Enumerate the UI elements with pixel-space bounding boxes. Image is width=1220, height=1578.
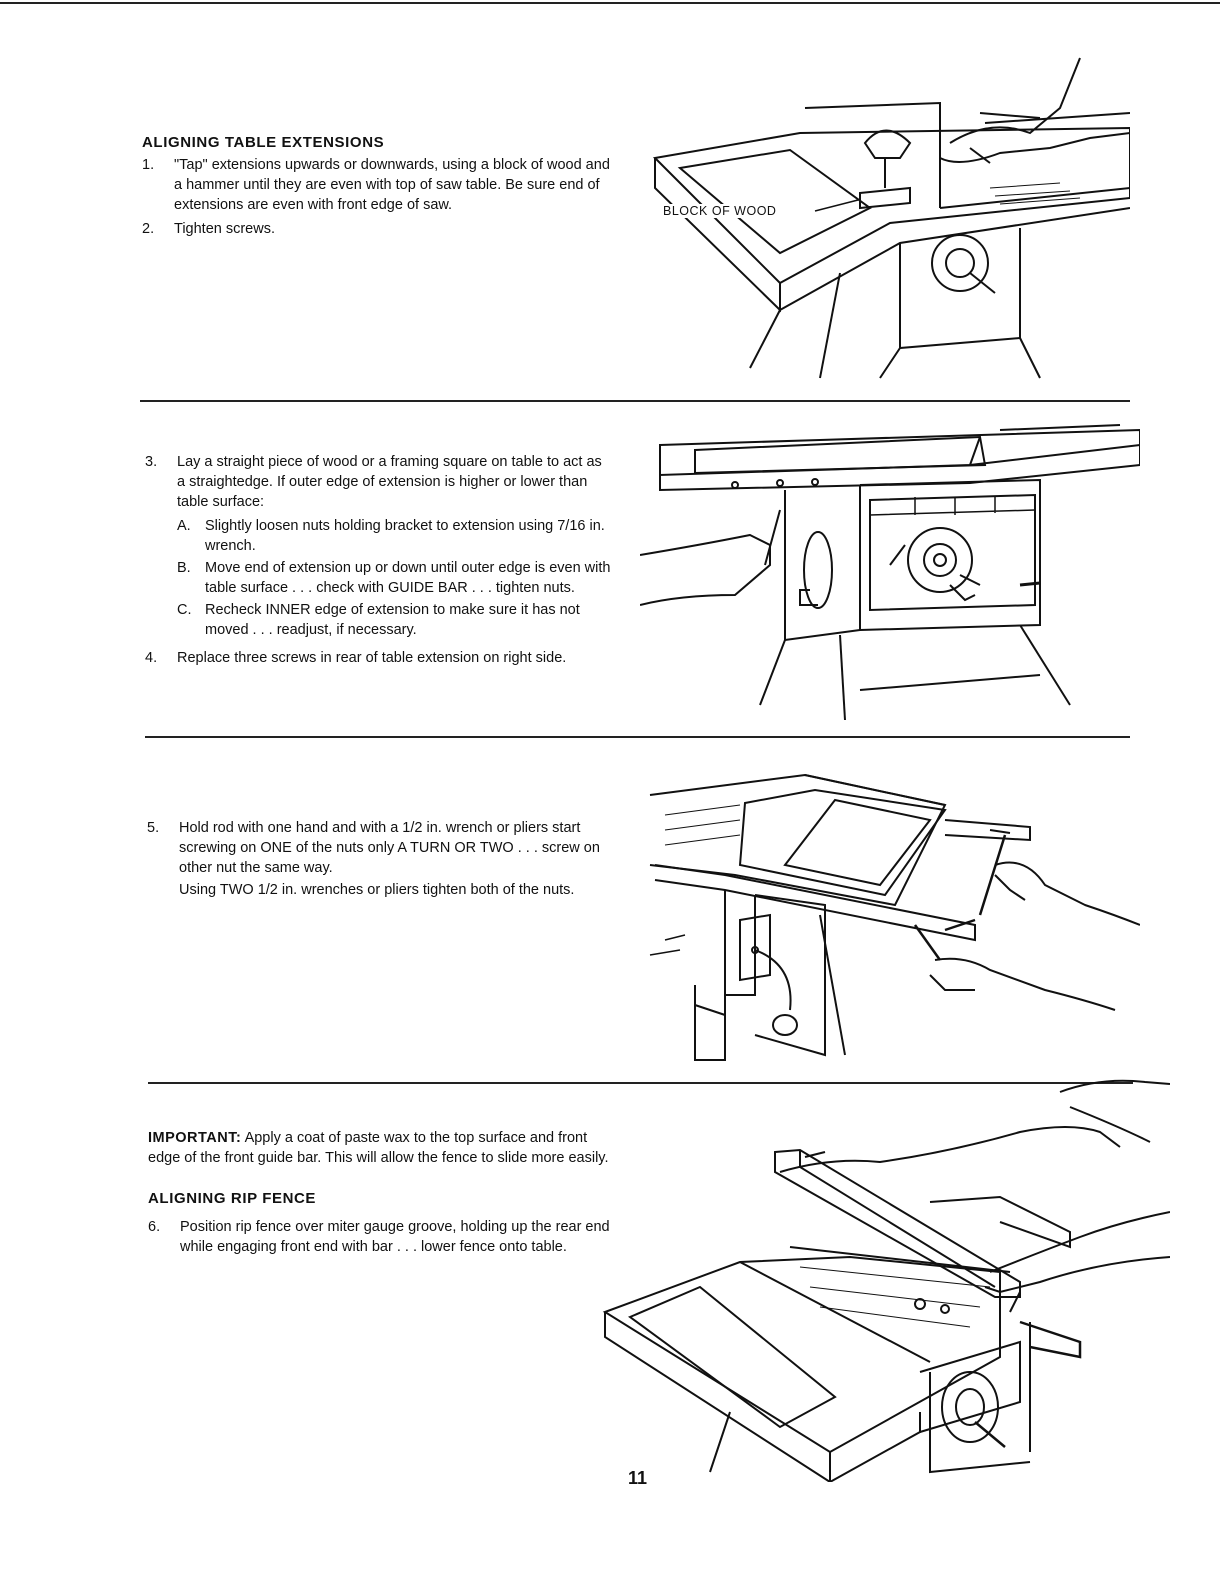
step-number: 1. [142, 157, 155, 173]
figure-tapping-extension [640, 48, 1130, 388]
step-number: 6. [148, 1219, 161, 1235]
step-text: Hold rod with one hand and with a 1/2 in. wrench or pliers start screwing on ONE of the nuts only A TURN OR TWO . . . screw on other nut the same way. [179, 820, 600, 876]
figure-wrench-rod [645, 755, 1140, 1070]
step-text: Position rip fence over miter gauge groove, holding up the rear end while engaging front end with bar . . . lower fence onto table. [180, 1219, 610, 1255]
section-tighten-nuts [147, 818, 615, 904]
page-number: 11 [628, 1468, 648, 1488]
substep-text: Move end of extension up or down until outer edge is even with table surface . . . check with GUIDE BAR . . . tighten nuts. [205, 560, 611, 596]
step-2 [142, 219, 612, 239]
step-text: Tighten screws. [174, 221, 275, 237]
substep-letter: C. [177, 602, 192, 618]
step-6 [148, 1217, 618, 1257]
section-divider [145, 736, 1130, 738]
substep-letter: B. [177, 560, 191, 576]
section-straightedge-check [145, 452, 613, 672]
substep-c [145, 600, 613, 640]
step-number: 2. [142, 221, 155, 237]
substep-b [145, 558, 613, 598]
important-text: Apply a coat of paste wax to the top surface and front edge of the front guide bar. This will allow the fence to slide more easily. [148, 1130, 609, 1166]
section-divider [140, 400, 1130, 402]
figure-straightedge [640, 415, 1140, 725]
step-number: 4. [145, 650, 158, 666]
important-note [148, 1128, 618, 1168]
step-4 [145, 648, 613, 668]
section-aligning-rip-fence [148, 1128, 618, 1261]
substep-text: Slightly loosen nuts holding bracket to extension using 7/16 in. wrench. [205, 518, 605, 554]
top-border [0, 2, 1220, 4]
important-label: IMPORTANT: [148, 1130, 242, 1146]
step-text: Replace three screws in rear of table extension on right side. [177, 650, 567, 666]
substep-text: Recheck INNER edge of extension to make sure it has not moved . . . readjust, if necessary. [205, 602, 580, 638]
step-1 [142, 155, 612, 215]
section-aligning-table-extensions [142, 134, 612, 243]
step-text: Lay a straight piece of wood or a framing square on table to act as a straightedge. If outer edge of extension is higher or lower than table surface: [177, 454, 602, 510]
step-3 [145, 452, 613, 512]
substep-a [145, 516, 613, 556]
substep-letter: A. [177, 518, 191, 534]
step-text: "Tap" extensions upwards or downwards, using a block of wood and a hammer until they are even with top of saw table. Be sure end of extensions are even with front edge of saw. [174, 157, 610, 213]
step-number: 3. [145, 454, 158, 470]
section-heading: ALIGNING RIP FENCE [148, 1190, 317, 1207]
step-number: 5. [147, 820, 160, 836]
figure-label-block-of-wood: BLOCK OF WOOD [663, 204, 777, 218]
figure-rip-fence [600, 1072, 1170, 1482]
step-5-continued [147, 880, 615, 900]
section-heading: ALIGNING TABLE EXTENSIONS [142, 134, 385, 151]
step-5 [147, 818, 615, 878]
step-text: Using TWO 1/2 in. wrenches or pliers tighten both of the nuts. [179, 882, 575, 898]
